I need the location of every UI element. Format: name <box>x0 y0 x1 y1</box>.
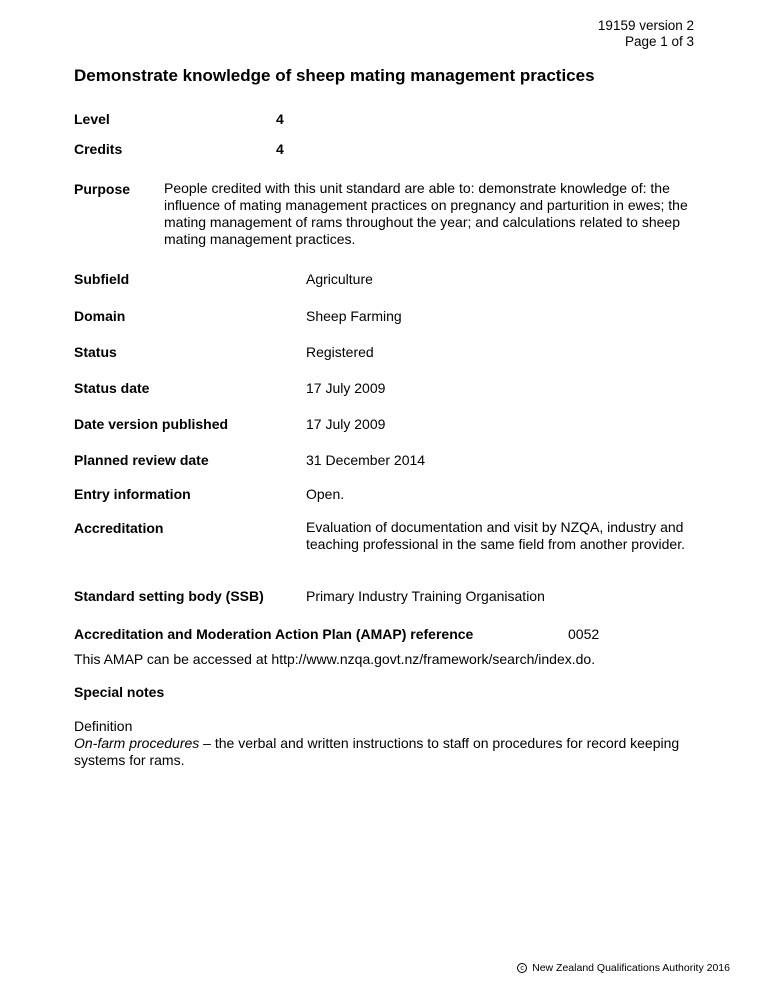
level-value: 4 <box>276 111 284 127</box>
copyright-icon: c <box>517 963 527 973</box>
purpose-text: People credited with this unit standard are able to: demonstrate knowledge of: the influence of mating management practices on pregnancy and parturition in ewes; the mating management of rams throughout the year; and calculations related to sheep mating management practices. <box>164 180 688 247</box>
level-label: Level <box>74 111 110 127</box>
amap-value: 0052 <box>568 626 600 642</box>
special-notes-heading: Special notes <box>74 684 165 700</box>
accreditation-label: Accreditation <box>74 520 164 536</box>
definition-heading: Definition <box>74 718 133 734</box>
field-value: 17 July 2009 <box>306 380 386 396</box>
amap-label: Accreditation and Moderation Action Plan (AMAP) reference <box>74 626 474 642</box>
ssb-value: Primary Industry Training Organisation <box>306 588 545 604</box>
amap-note: This AMAP can be accessed at http://www.nzqa.govt.nz/framework/search/index.do. <box>74 651 596 667</box>
accreditation-row <box>74 519 734 575</box>
credits-label: Credits <box>74 141 123 157</box>
field-value: 31 December 2014 <box>306 452 426 468</box>
field-label: Status <box>74 344 117 360</box>
special-notes-definition <box>74 718 714 769</box>
page-footer <box>517 962 730 974</box>
field-value: Registered <box>306 344 374 360</box>
field-label: Entry information <box>74 486 191 502</box>
field-value: Open. <box>306 486 345 502</box>
page-title: Demonstrate knowledge of sheep mating management practices <box>74 66 595 85</box>
definition-term: On-farm procedures <box>74 735 200 751</box>
field-value: Agriculture <box>306 271 373 287</box>
purpose-row <box>74 180 734 250</box>
copyright-text: New Zealand Qualifications Authority 2016 <box>532 962 730 974</box>
field-value: Sheep Farming <box>306 308 402 324</box>
field-value: 17 July 2009 <box>306 416 386 432</box>
page-header <box>598 18 694 50</box>
field-label: Date version published <box>74 416 229 432</box>
ssb-label: Standard setting body (SSB) <box>74 588 264 604</box>
field-label: Domain <box>74 308 126 324</box>
doc-version: 19159 version 2 <box>597 18 694 33</box>
definition-text: – the verbal and written instructions to staff on procedures for record keeping systems for rams. <box>74 735 680 768</box>
definition-body <box>74 735 714 769</box>
field-label: Planned review date <box>74 452 209 468</box>
accreditation-text: Evaluation of documentation and visit by NZQA, industry and teaching professional in the same field from another provider. <box>306 519 685 552</box>
field-label: Status date <box>74 380 150 396</box>
purpose-label: Purpose <box>74 181 131 197</box>
page-number: Page 1 of 3 <box>624 34 694 49</box>
credits-value: 4 <box>276 141 284 157</box>
field-label: Subfield <box>74 271 130 287</box>
